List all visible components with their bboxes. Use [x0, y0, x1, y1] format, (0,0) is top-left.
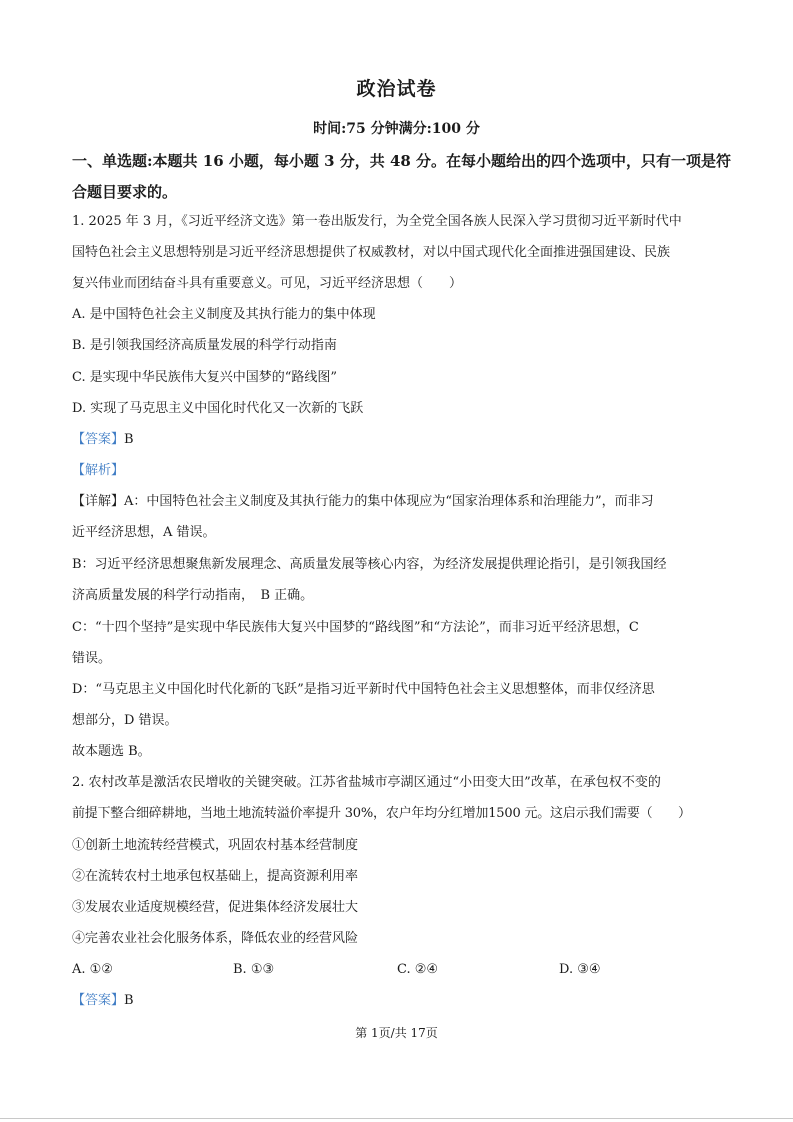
- page-bottom-divider: [0, 1118, 793, 1119]
- q2-statement-4: ④完善农业社会化服务体系，降低农业的经营风险: [72, 931, 359, 946]
- q1-stem-line: 复兴伟业而团结奋斗具有重要意义。可见，习近平经济思想（ ）: [72, 276, 463, 291]
- q1-analysis-tag: 【解析】: [72, 463, 125, 478]
- q1-detail-line: D：“马克思主义中国化时代化新的飞跃”是指习近平新时代中国特色社会主义思想整体，而非仅经济思: [72, 682, 655, 697]
- page-number: 第 1页/共 17页: [355, 1026, 438, 1040]
- answer-value: B: [124, 432, 134, 447]
- q1-option-b: B. 是引领我国经济高质量发展的科学行动指南: [72, 338, 337, 353]
- section-heading: 一、单选题:本题共 16 小题，每小题 3 分，共 48 分。在每小题给出的四个选项中，只有一项是符合题目要求的。: [72, 152, 732, 201]
- q2-choice-a: A. ①②: [72, 962, 113, 977]
- q1-detail-line: 济高质量发展的科学行动指南， B 正确。: [72, 588, 314, 603]
- q2-stem-line: 2. 农村改革是激活农民增收的关键突破。江苏省盐城市亭湖区通过“小田变大田”改革，在承包权不变的: [72, 775, 661, 790]
- q2-statement-3: ③发展农业适度规模经营，促进集体经济发展壮大: [72, 900, 359, 915]
- q2-answer: [72, 991, 727, 1011]
- q1-stem-line: 1. 2025 年 3 月，《习近平经济文选》第一卷出版发行，为全党全国各族人民深入学习贯彻习近平新时代中: [72, 214, 682, 229]
- page-title: 政治试卷: [356, 78, 437, 100]
- q2-choice-d: D. ③④: [559, 962, 601, 977]
- answer-tag: 【答案】: [72, 993, 125, 1008]
- q1-detail-line: 想部分，D 错误。: [72, 713, 178, 728]
- q1-option-d: D. 实现了马克思主义中国化时代化又一次新的飞跃: [72, 401, 364, 416]
- exam-time-score: 时间:75 分钟满分:100 分: [313, 121, 480, 137]
- q2-statement-2: ②在流转农村土地承包权基础上，提高资源利用率: [72, 869, 359, 884]
- q1-answer: [72, 430, 727, 450]
- q1-detail-line: B：习近平经济思想聚焦新发展理念、高质量发展等核心内容，为经济发展提供理论指引，是引领我国经: [72, 557, 667, 572]
- q2-statement-1: ①创新土地流转经营模式，巩固农村基本经营制度: [72, 838, 359, 853]
- q1-detail-line: 错误。: [72, 651, 112, 666]
- q2-choice-b: B. ①③: [233, 962, 275, 977]
- answer-value: B: [124, 993, 134, 1008]
- q2-choice-c: C. ②④: [397, 962, 439, 977]
- q1-detail-line: 近平经济思想，A 错误。: [72, 525, 216, 540]
- q1-option-a: A. 是中国特色社会主义制度及其执行能力的集中体现: [72, 307, 376, 322]
- answer-tag: 【答案】: [72, 432, 125, 447]
- q1-detail-line: C：“十四个坚持”是实现中华民族伟大复兴中国梦的“路线图”和“方法论”，而非习近平经济思想，C: [72, 620, 639, 635]
- q1-detail-line: 【详解】A：中国特色社会主义制度及其执行能力的集中体现应为“国家治理体系和治理能力”，而非习: [72, 494, 654, 509]
- q1-detail-line: 故本题选 B。: [72, 744, 151, 759]
- q2-stem-line: 前提下整合细碎耕地，当地土地流转溢价率提升 30%，农户年均分红增加1500 元。这启示我们需要（ ）: [72, 806, 691, 821]
- q1-option-c: C. 是实现中华民族伟大复兴中国梦的“路线图”: [72, 370, 338, 385]
- q1-stem-line: 国特色社会主义思想特别是习近平经济思想提供了权威教材，对以中国式现代化全面推进强国建设、民族: [72, 245, 671, 260]
